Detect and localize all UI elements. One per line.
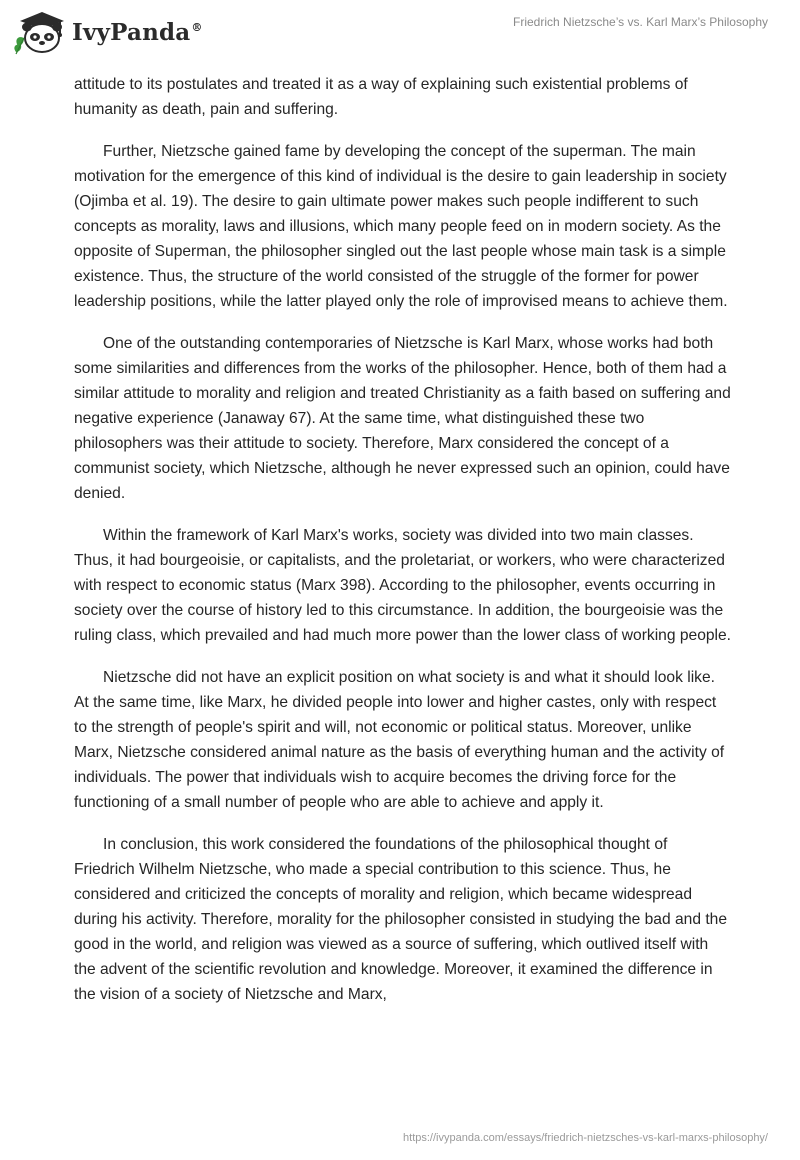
paragraph-continued: attitude to its postulates and treated it as a way of explaining such existential problems of humanity as death, pain and suffering. (74, 76, 688, 118)
running-title: Friedrich Nietzsche’s vs. Karl Marx’s Philosophy (513, 15, 768, 29)
paragraph: One of the outstanding contemporaries of Nietzsche is Karl Marx, whose works had both some similarities and differences from the works of the philosopher. Hence, both of them had a similar attitude to morality and religion and treated Christianity as a faith based on suffering and negative experience (Janaway 67). At the same time, what distinguished these two philosophers was their attitude to society. Therefore, Marx considered the concept of a communist society, which Nietzsche, although he never expressed such an opinion, could have denied. (74, 335, 731, 502)
page-header (0, 0, 800, 60)
essay-body (74, 72, 732, 1024)
ivypanda-logo[interactable] (12, 8, 203, 56)
source-url[interactable]: https://ivypanda.com/essays/friedrich-nietzsches-vs-karl-marxs-philosophy/ (403, 1132, 768, 1144)
paragraph: In conclusion, this work considered the foundations of the philosophical thought of Friedrich Wilhelm Nietzsche, who made a special contribution to this science. Thus, he considered and criticized the concepts of morality and religion, which became widespread during his activity. Therefore, morality for the philosopher consisted in studying the bad and the good in the world, and religion was viewed as a source of suffering, which outlived itself with the advent of the scientific revolution and knowledge. Moreover, it examined the difference in the vision of a society of Nietzsche and Marx, (74, 836, 727, 1003)
panda-graduate-icon (12, 8, 68, 56)
paragraph: Nietzsche did not have an explicit position on what society is and what it should look like. At the same time, like Marx, he divided people into lower and higher castes, only with respect to the strength of people's spirit and will, not economic or political status. Moreover, unlike Marx, Nietzsche considered animal nature as the basis of everything human and the activity of individuals. The power that individuals wish to acquire becomes the driving force for the functioning of a small number of people who are able to achieve and apply it. (74, 669, 725, 811)
paragraph: Further, Nietzsche gained fame by developing the concept of the superman. The main motivation for the emergence of this kind of individual is the desire to gain leadership in society (Ojimba et al. 19). The desire to gain ultimate power makes such people indifferent to such concepts as morality, laws and illusions, which many people feed on in modern society. As the opposite of Superman, the philosopher singled out the last people whose main task is a simple existence. Thus, the structure of the world consisted of the struggle of the former for power leadership positions, while the latter played only the role of improvised means to achieve them. (74, 143, 728, 310)
brand-name: IvyPanda® (72, 18, 203, 46)
registered-mark: ® (191, 20, 203, 34)
paragraph: Within the framework of Karl Marx's works, society was divided into two main classes. Thus, it had bourgeoisie, or capitalists, and the proletariat, or workers, who were characterized with respect to economic status (Marx 398). According to the philosopher, events occurring in society over the course of history led to this circumstance. In addition, the bourgeoisie was the ruling class, which prevailed and had much more power than the lower class of working people. (74, 527, 732, 644)
